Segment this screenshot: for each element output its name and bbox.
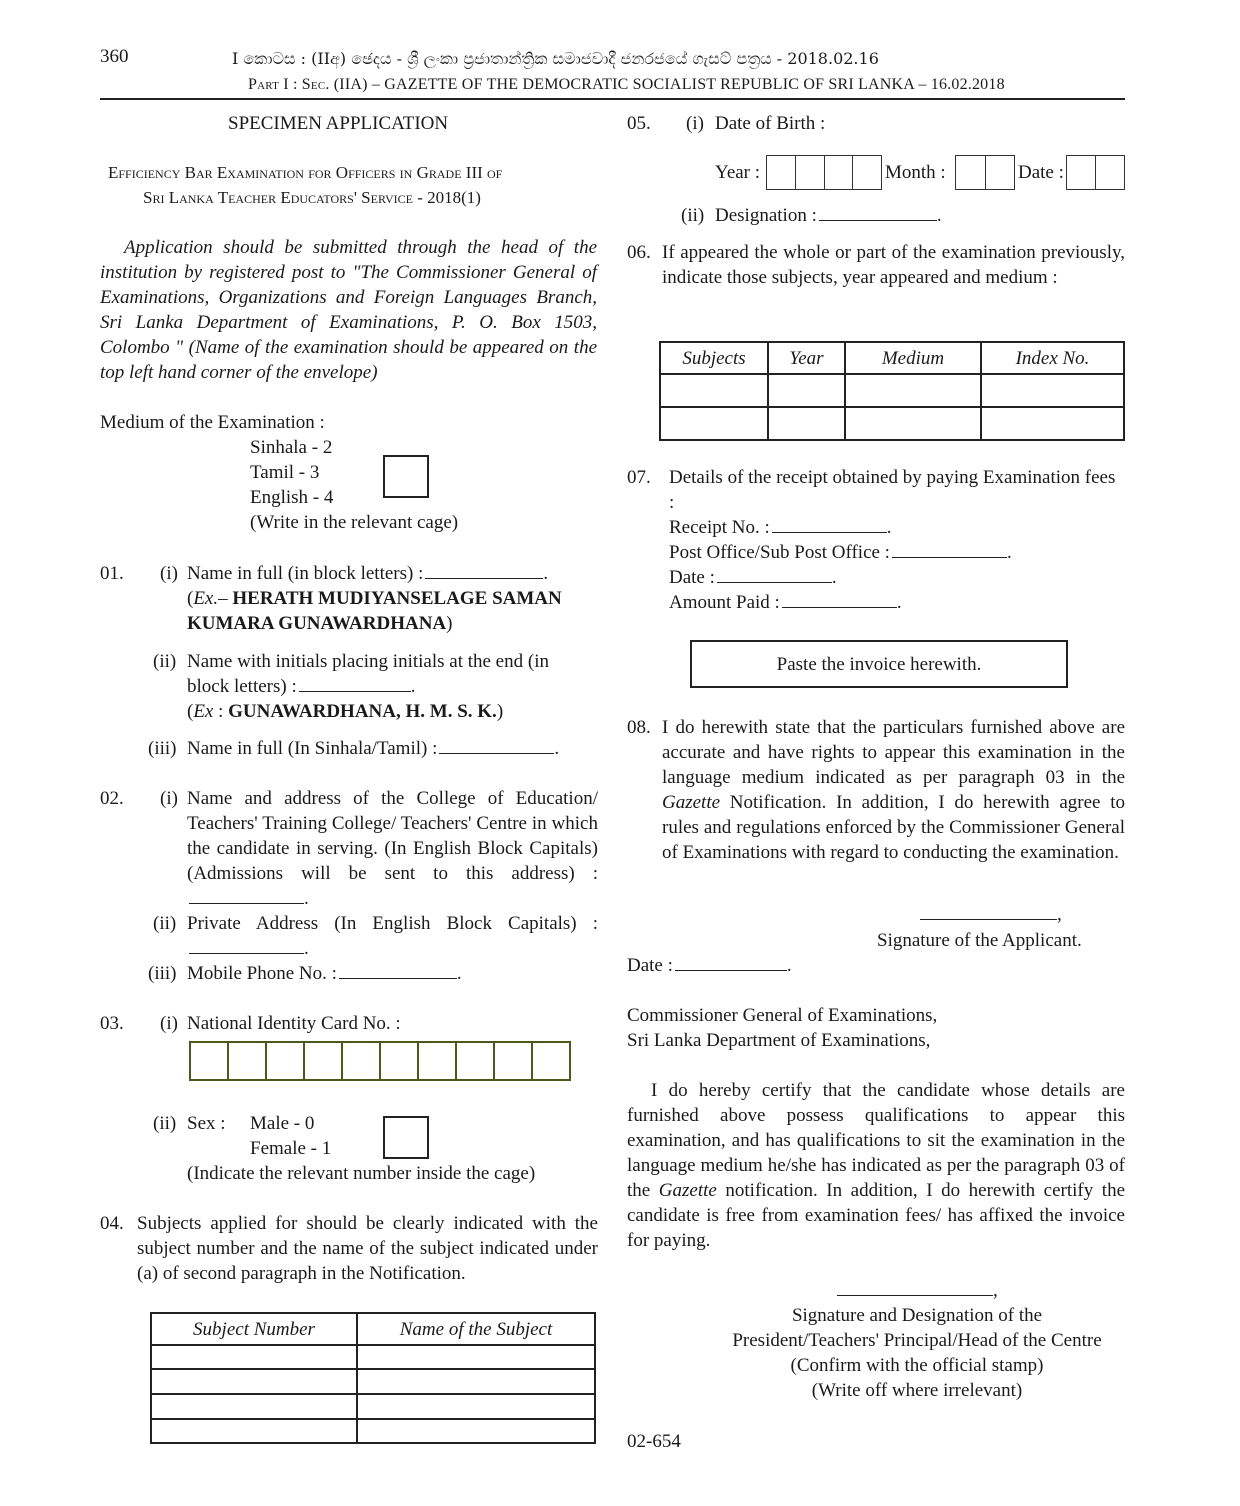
q03-i-label: National Identity Card No. : (187, 1013, 401, 1034)
col-subject-name: Name of the Subject (357, 1313, 595, 1345)
subjects-applied-table (150, 1312, 596, 1444)
table-cell[interactable] (768, 407, 845, 440)
q02-ii-label: Private Address (In English Block Capitals) : (187, 913, 598, 934)
previous-attempts-table (659, 341, 1125, 441)
q05-i-label: Date of Birth : (715, 113, 826, 134)
table-cell[interactable] (357, 1369, 595, 1394)
q02-iii-label: Mobile Phone No. : (187, 963, 337, 984)
table-cell[interactable] (768, 374, 845, 407)
dob-date-cells[interactable] (1066, 155, 1125, 190)
head-signature-line3: (Confirm with the official stamp) (790, 1355, 1044, 1376)
sex-option-male: Male - 0 (250, 1113, 315, 1134)
q01-number: 01. (100, 563, 124, 584)
table-cell[interactable] (357, 1419, 595, 1443)
page-title: SPECIMEN APPLICATION (228, 113, 449, 134)
header-sinhala-line: I කොටස : (IIඅ) ඡෙදය - ශ්‍රී ලංකා ප්‍රජාතාන්ත්‍රික සමාජවාදී ජනරජයේ ගැසට් පත්‍රය - 2018.02.16 (232, 49, 879, 68)
q01-iii-number: (iii) (148, 738, 177, 759)
applicant-date-field[interactable]: Date : . (627, 955, 792, 976)
table-row (151, 1394, 595, 1419)
col-subject-number: Subject Number (151, 1313, 357, 1345)
q07-text: Details of the receipt obtained by paying Examination fees : (669, 467, 1116, 513)
dob-year-label: Year : (715, 162, 761, 183)
q05-ii-field[interactable]: Designation : . (715, 205, 942, 226)
receipt-no-field[interactable]: Receipt No. : . (669, 517, 892, 538)
q01-ii-line1: Name with initials placing initials at the end (in (187, 651, 549, 672)
table-row (660, 407, 1124, 440)
table-cell[interactable] (357, 1345, 595, 1369)
table-cell[interactable] (845, 374, 981, 407)
table-row (151, 1369, 595, 1394)
q01-i-number: (i) (160, 563, 178, 584)
q05-number: 05. (627, 113, 651, 134)
medium-option-tamil: Tamil - 3 (250, 462, 320, 483)
q04-text: Subjects applied for should be clearly indicated with the subject number and the name of the subject indicated under (a) of second paragraph in the Notification. (137, 1213, 598, 1284)
q01-ii-number: (ii) (153, 651, 177, 672)
post-office-field[interactable]: Post Office/Sub Post Office : . (669, 542, 1012, 563)
table-cell[interactable] (660, 407, 768, 440)
q02-ii-field[interactable]: Private Address (In English Block Capitals) : . (187, 913, 598, 959)
invoice-paste-label: Paste the invoice herewith. (776, 653, 982, 675)
col-medium: Medium (845, 342, 981, 374)
q03-i-number: (i) (160, 1013, 178, 1034)
addressee-line1: Commissioner General of Examinations, (627, 1005, 938, 1026)
q03-ii-label: Sex : (187, 1113, 226, 1134)
table-cell[interactable] (151, 1419, 357, 1443)
header-rule (100, 98, 1125, 100)
q06-number: 06. (627, 242, 651, 263)
q06-text: If appeared the whole or part of the examination previously, indicate those subjects, year appeared and medium : (662, 242, 1125, 288)
q01-i-field[interactable]: Name in full (in block letters) : . (187, 563, 549, 584)
q01-iii-label: Name in full (In Sinhala/Tamil) : (187, 738, 438, 759)
dob-month-label: Month : (885, 162, 946, 183)
table-cell[interactable] (660, 374, 768, 407)
q05-ii-label: Designation : (715, 205, 817, 226)
q03-ii-note: (Indicate the relevant number inside the cage) (187, 1163, 536, 1184)
page-number: 360 (100, 46, 129, 67)
medium-label: Medium of the Examination : (100, 412, 325, 433)
submission-instructions: Application should be submitted through the head of the institution by registered post to "The Commissioner General of Examinations, Organizations and Foreign Languages Branch, Sri Lanka Department of Examinations, P. O. Box 1503, Colombo " (Name of the examination should be appeared on the top left hand corner of the envelope) (100, 237, 597, 383)
table-row (660, 374, 1124, 407)
exam-subtitle-line1: Efficiency Bar Examination for Officers in Grade III of (108, 163, 503, 182)
q08-number: 08. (627, 717, 651, 738)
q02-ii-number: (ii) (153, 913, 177, 934)
receipt-date-field[interactable]: Date : . (669, 567, 837, 588)
head-signature-line2: President/Teachers' Principal/Head of the Centre (732, 1330, 1102, 1351)
table-cell[interactable] (845, 407, 981, 440)
table-cell[interactable] (981, 374, 1124, 407)
q01-i-example-line2: KUMARA GUNAWARDHANA) (187, 613, 453, 634)
q05-ii-number: (ii) (681, 205, 705, 226)
col-subjects: Subjects (660, 342, 768, 374)
q02-i-number: (i) (160, 788, 178, 809)
q01-iii-field[interactable]: Name in full (In Sinhala/Tamil) : . (187, 738, 560, 759)
table-cell[interactable] (981, 407, 1124, 440)
table-cell[interactable] (151, 1345, 357, 1369)
q01-i-example-line1: (Ex.– HERATH MUDIYANSELAGE SAMAN (187, 588, 562, 609)
medium-note: (Write in the relevant cage) (250, 512, 459, 533)
head-signature-line1: Signature and Designation of the (791, 1305, 1043, 1326)
col-year: Year (768, 342, 845, 374)
q08-declaration: I do herewith state that the particulars furnished above are accurate and have rights to appear this examination in the language medium indicated as per paragraph 03 in the Gazette Notification. In addition, I do herewith agree to rules and regulations enforced by the Commissioner General of Examinations with regard to conducting the examination. (662, 717, 1125, 863)
q02-i-label: Name and address of the College of Education/ Teachers' Training College/ Teachers' Centre in which the candidate in serving. (In English Block Capitals) (Admissions will be sent to this address) : (187, 788, 598, 884)
table-cell[interactable] (357, 1394, 595, 1419)
medium-cage[interactable] (383, 455, 429, 498)
table-cell[interactable] (151, 1394, 357, 1419)
q04-number: 04. (100, 1213, 124, 1234)
q02-i-field[interactable]: Name and address of the College of Education/ Teachers' Training College/ Teachers' Centre in which the candidate in serving. (In English Block Capitals) (Admissions will be sent to this address) :. (187, 788, 598, 909)
nic-number-cells[interactable] (189, 1041, 571, 1081)
q01-ii-label: block letters) : (187, 676, 297, 697)
head-signature-line4: (Write off where irrelevant) (811, 1380, 1023, 1401)
q03-ii-number: (ii) (153, 1113, 177, 1134)
q07-number: 07. (627, 467, 651, 488)
q05-i-number: (i) (686, 113, 704, 134)
q02-iii-field[interactable]: Mobile Phone No. : . (187, 963, 462, 984)
medium-option-english: English - 4 (250, 487, 334, 508)
dob-month-cells[interactable] (955, 155, 1015, 190)
dob-date-label: Date : (1018, 162, 1064, 183)
medium-option-sinhala: Sinhala - 2 (250, 437, 333, 458)
col-index-no: Index No. (981, 342, 1124, 374)
q01-ii-field[interactable]: block letters) : . (187, 676, 416, 697)
head-signature-block (627, 1303, 1207, 1403)
q01-ii-example: (Ex : GUNAWARDHANA, H. M. S. K.) (187, 701, 504, 722)
footer-code: 02-654 (627, 1431, 681, 1452)
certification-text: I do hereby certify that the candidate whose details are furnished above possess qualifications to appear this examination, and has qualifications to sit the examination in the language medium he/she has indicated as per the paragraph 03 of the Gazette notification. In addition, I do herewith certify the candidate is free from examination fees/ has affixed the invoice for paying. (627, 1080, 1126, 1251)
applicant-signature-label: Signature of the Applicant. (877, 930, 1082, 951)
q02-iii-number: (iii) (148, 963, 177, 984)
table-cell[interactable] (151, 1369, 357, 1394)
head-signature-line[interactable]: , (835, 1278, 998, 1303)
exam-subtitle-line2: Sri Lanka Teacher Educators' Service - 2018(1) (143, 188, 481, 207)
table-row (151, 1345, 595, 1369)
sex-option-female: Female - 1 (250, 1138, 332, 1159)
amount-paid-field[interactable]: Amount Paid : . (669, 592, 902, 613)
sex-cage[interactable] (383, 1116, 429, 1159)
table-row (151, 1419, 595, 1443)
q02-number: 02. (100, 788, 124, 809)
dob-year-cells[interactable] (766, 155, 882, 190)
header-english-line: Part I : Sec. (IIA) – GAZETTE OF THE DEMOCRATIC SOCIALIST REPUBLIC OF SRI LANKA – 16.02.2018 (248, 76, 1005, 93)
addressee-line2: Sri Lanka Department of Examinations, (627, 1030, 931, 1051)
q01-i-label: Name in full (in block letters) : (187, 563, 424, 584)
q03-number: 03. (100, 1013, 124, 1034)
invoice-paste-box[interactable] (690, 640, 1068, 688)
applicant-signature-line[interactable]: , (918, 902, 1062, 927)
